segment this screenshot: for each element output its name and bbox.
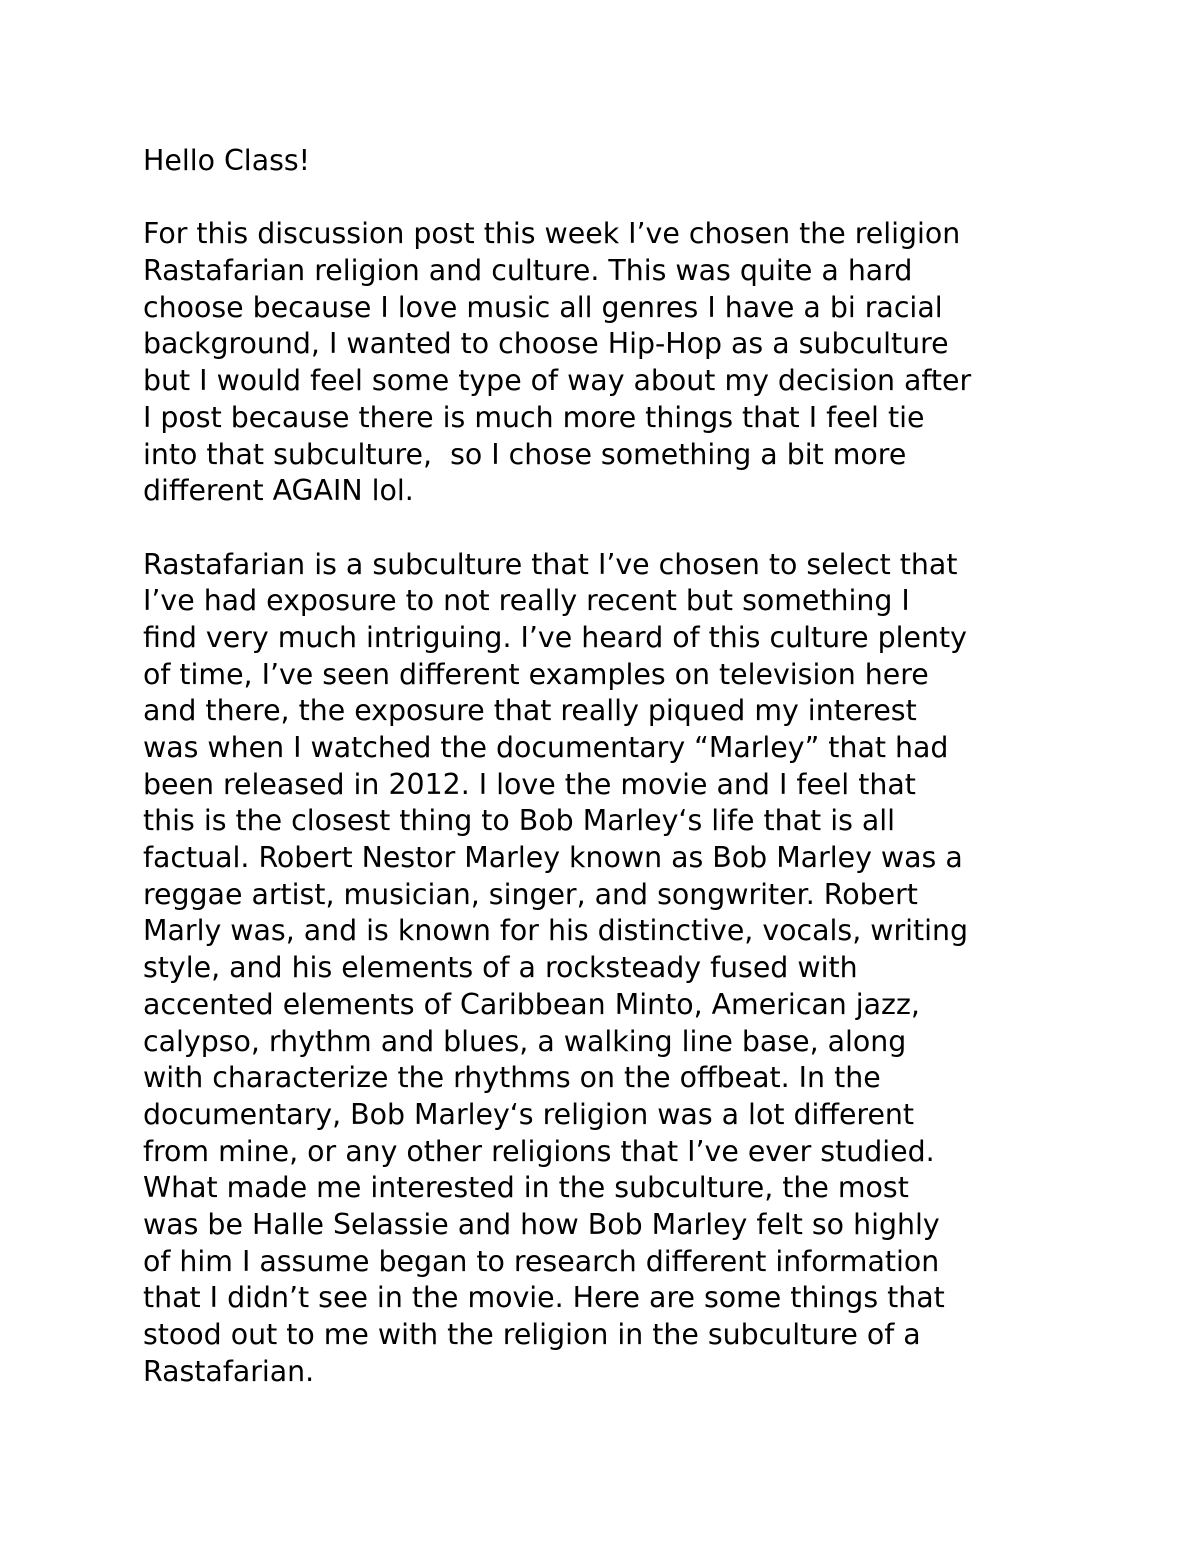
text-line: factual. Robert Nestor Marley known as Bob Marley was a: [143, 841, 963, 875]
text-line: Rastafarian religion and culture. This was quite a hard: [143, 254, 913, 288]
text-line: but I would feel some type of way about my decision after: [143, 364, 972, 398]
text-line: background, I wanted to choose Hip-Hop as a subculture: [143, 327, 949, 361]
text-line: was be Halle Selassie and how Bob Marley felt so highly: [143, 1207, 940, 1241]
text-line: was when I watched the documentary “Marley” that had: [143, 731, 949, 764]
text-line: calypso, rhythm and blues, a walking line base, along: [143, 1024, 907, 1058]
text-line: documentary, Bob Marley‘s religion was a lot different: [143, 1097, 915, 1131]
text-line: I’ve had exposure to not really recent but something I: [143, 584, 910, 618]
greeting-line: Hello Class!: [143, 144, 311, 177]
text-line: I post because there is much more things that I feel tie: [143, 400, 925, 434]
text-line: from mine, or any other religions that I’ve ever studied.: [143, 1134, 935, 1168]
text-line: into that subculture, so I chose something a bit more: [143, 437, 907, 471]
text-line: Marly was, and is known for his distinctive, vocals, writing: [143, 914, 969, 948]
text-line: reggae artist, musician, singer, and songwriter. Robert: [143, 877, 918, 911]
text-line: What made me interested in the subculture, the most: [143, 1171, 909, 1205]
text-line: find very much intriguing. I’ve heard of this culture plenty: [143, 620, 967, 654]
text-line: this is the closest thing to Bob Marley‘s life that is all: [143, 804, 896, 838]
text-line: Rastafarian is a subculture that I’ve chosen to select that: [143, 547, 958, 581]
document-body: [143, 143, 1083, 1390]
text-line: different AGAIN lol.: [143, 474, 414, 508]
paragraph-1: [143, 216, 1083, 510]
text-line: stood out to me with the religion in the subculture of a: [143, 1318, 921, 1351]
text-line: style, and his elements of a rocksteady fused with: [143, 951, 858, 985]
text-line: of time, I’ve seen different examples on television here: [143, 657, 929, 691]
text-line: of him I assume began to research different information: [143, 1244, 940, 1278]
blank-line: [143, 180, 1083, 217]
text-line: Rastafarian.: [143, 1354, 315, 1388]
text-line: that I didn’t see in the movie. Here are some things that: [143, 1281, 945, 1315]
text-line: accented elements of Caribbean Minto, American jazz,: [143, 987, 920, 1021]
text-line: been released in 2012. I love the movie and I feel that: [143, 767, 916, 801]
text-line: choose because I love music all genres I have a bi racial: [143, 290, 943, 324]
blank-line: [143, 510, 1083, 547]
text-line: and there, the exposure that really piqued my interest: [143, 694, 917, 728]
paragraph-2: [143, 547, 1083, 1391]
text-line: For this discussion post this week I’ve chosen the religion: [143, 217, 961, 251]
text-line: with characterize the rhythms on the offbeat. In the: [143, 1061, 881, 1095]
